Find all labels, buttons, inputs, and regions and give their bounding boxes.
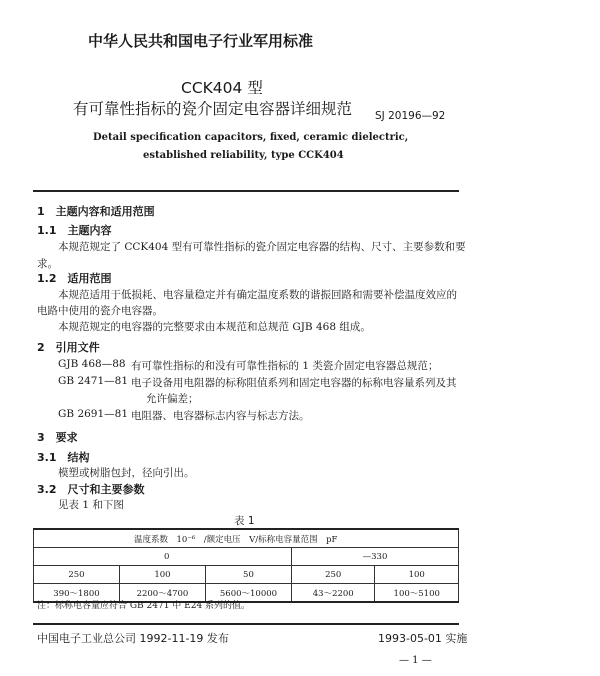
footer-divider [33, 623, 459, 625]
section-1-1-line1: 本规范规定了 CCK404 型有可靠性指标的瓷介固定电容器的结构、尺寸、主要参数和要 [58, 241, 466, 253]
english-title-line1: Detail specification capacitors, fixed, ceramic dielectric, [93, 132, 409, 143]
type-title: CCK404 型 [181, 79, 263, 97]
table-header-row [34, 529, 459, 548]
table-cell: 250 [291, 566, 374, 584]
table-note: 注：标称电容量应符合 GB 2471 中 E24 系列的值。 [37, 601, 251, 611]
issue-date: 中国电子工业总公司 1992-11-19 发布 [37, 632, 229, 645]
section-3-2-line1: 见表 1 和下图 [58, 499, 124, 511]
section-3-1-heading: 3.1 结构 [37, 451, 90, 464]
standard-code: SJ 20196—92 [375, 110, 446, 122]
effective-date: 1993-05-01 实施 [378, 632, 468, 645]
english-title-line2: established reliability, type CCK404 [143, 150, 344, 161]
page-number: — 1 — [399, 655, 432, 666]
section-1-1-heading: 1.1 主题内容 [37, 224, 112, 237]
table-cell: 50 [205, 566, 291, 584]
ref-code: GB 2691—81 [58, 408, 129, 420]
spec-table [33, 528, 459, 603]
table-cell: 100 [119, 566, 205, 584]
table-cell: 100～5100 [375, 584, 459, 603]
header-divider [33, 190, 459, 192]
table-cell: 250 [34, 566, 120, 584]
ref-text: 电子设备用电阻器的标称阻值系列和固定电容器的标称电容量系列及其 [131, 377, 457, 389]
table-header-cell: 温度系数 10⁻⁶ /额定电压 V/标称电容量范围 pF [34, 529, 459, 548]
temp-coeff-group-330: —330 [291, 548, 458, 566]
table-group-row [34, 548, 459, 566]
section-1-2-line1: 本规范适用于低损耗、电容量稳定并有确定温度系数的谐振回路和需要补偿温度效应的 [58, 289, 457, 301]
section-1-2-line3: 本规范规定的电容器的完整要求由本规范和总规范 GJB 468 组成。 [58, 321, 371, 333]
ref-code: GJB 468—88 [58, 358, 126, 370]
org-title: 中华人民共和国电子行业军用标准 [88, 32, 314, 50]
section-1-2-heading: 1.2 适用范围 [37, 272, 112, 285]
section-3-2-heading: 3.2 尺寸和主要参数 [37, 483, 145, 496]
section-2-heading: 2 引用文件 [37, 341, 100, 354]
section-3-heading: 3 要求 [37, 431, 78, 444]
ref-code: GB 2471—81 [58, 375, 129, 387]
temp-coeff-group-0: 0 [34, 548, 292, 566]
table-cell: 390～1800 [34, 584, 120, 603]
table-voltage-row [34, 566, 459, 584]
ref-text: 有可靠性指标的和没有可靠性指标的 1 类瓷介固定电容器总规范； [131, 360, 439, 372]
section-1-1-line2: 求。 [37, 258, 58, 270]
table-cell: 2200～4700 [119, 584, 205, 603]
section-1-2-line2: 电路中使用的瓷介电容器。 [37, 305, 163, 317]
main-title: 有可靠性指标的瓷介固定电容器详细规范 [73, 100, 353, 118]
table-cell: 43～2200 [291, 584, 374, 603]
section-1-heading: 1 主题内容和适用范围 [37, 205, 155, 218]
table-cell: 100 [375, 566, 459, 584]
ref-text-continued: 允许偏差； [146, 393, 199, 405]
table-title: 表 1 [234, 515, 255, 527]
ref-text: 电阻器、电容器标志内容与标志方法。 [131, 410, 310, 422]
table-cell: 5600～10000 [205, 584, 291, 603]
section-3-1-line1: 模塑或树脂包封，径向引出。 [58, 467, 195, 479]
